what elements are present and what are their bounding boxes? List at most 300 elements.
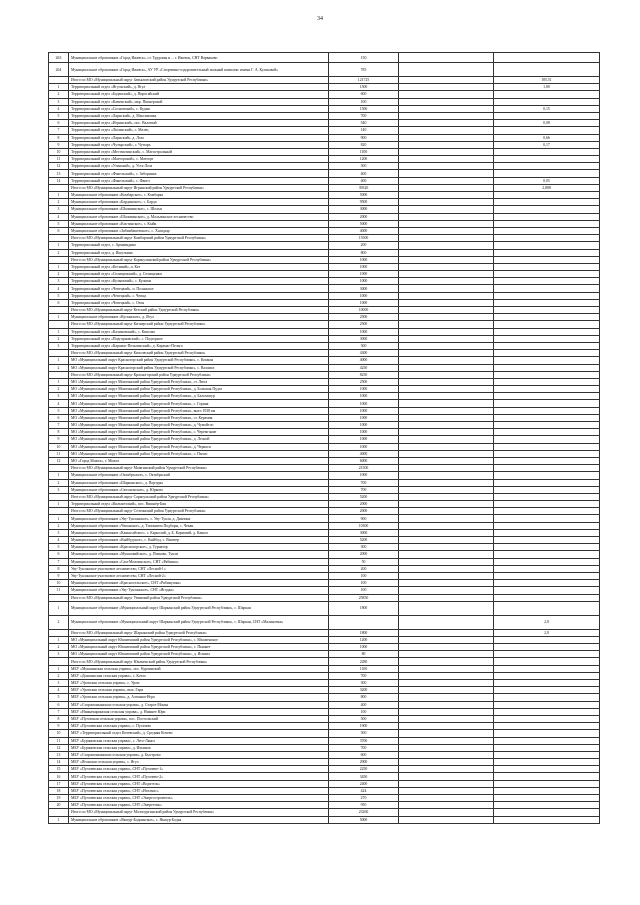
row-name-cell: Территориальный отдел «Сосновский», с. Кудык — [69, 105, 329, 112]
row-name-cell: Муниципальное образование «Шальвинское», д. Мальлинское лесничество — [69, 213, 329, 220]
row-area-cell — [494, 587, 600, 594]
table-row — [49, 98, 600, 105]
row-number-cell: 14 — [49, 759, 69, 766]
row-area-cell — [494, 665, 600, 672]
row-value-cell: 3200 — [329, 687, 399, 694]
row-value-cell: 1000 — [329, 256, 399, 263]
row-value-cell: 1000 — [329, 328, 399, 335]
row-extra-cell — [399, 285, 494, 292]
row-value-cell: 9500 — [329, 199, 399, 206]
row-value-cell: 3450 — [329, 773, 399, 780]
row-name-cell: Итого по МО «Муниципальный округ Селтинский район Удмуртской Республики» — [69, 508, 329, 515]
row-value-cell: 1100 — [329, 148, 399, 155]
row-number-cell: 18 — [49, 787, 69, 794]
row-name-cell: Уву-Тукланское участковое лесничество, СНТ «Лесной-2» — [69, 572, 329, 579]
row-value-cell: 3000 — [329, 335, 399, 342]
row-area-cell — [494, 112, 600, 119]
table-row — [49, 501, 600, 508]
row-extra-cell — [399, 551, 494, 558]
table-total-row — [49, 809, 600, 816]
row-area-cell — [494, 737, 600, 744]
row-number-cell: 2 — [49, 364, 69, 371]
row-number-cell — [49, 77, 69, 84]
table-row — [49, 328, 600, 335]
table-row — [49, 472, 600, 479]
row-extra-cell — [399, 658, 494, 665]
row-extra-cell — [399, 572, 494, 579]
table-row — [49, 665, 600, 672]
row-area-cell — [494, 766, 600, 773]
row-extra-cell — [399, 457, 494, 464]
row-name-cell: Муниципальное образование «Муниципальный округ Шарканский район Удмуртской Республики», с. Шаркан, СНТ «Малиновка» — [69, 615, 329, 629]
row-extra-cell — [399, 795, 494, 802]
row-extra-cell — [399, 307, 494, 314]
table-row — [49, 759, 600, 766]
row-value-cell: 300 — [329, 680, 399, 687]
row-number-cell: 3 — [49, 206, 69, 213]
row-name-cell: МБУ «Пугачевская сельская управа», СНТ «Энергетик» — [69, 802, 329, 809]
row-number-cell: 3 — [49, 486, 69, 493]
row-extra-cell — [399, 479, 494, 486]
row-value-cell: 5200 — [329, 493, 399, 500]
row-value-cell: 39320 — [329, 184, 399, 191]
row-extra-cell — [399, 651, 494, 658]
row-area-cell — [494, 636, 600, 643]
row-extra-cell — [399, 802, 494, 809]
row-extra-cell — [399, 730, 494, 737]
row-name-cell: Территориальный отдел «Ягульский», д. Ягул — [69, 84, 329, 91]
row-name-cell: Итого по МО «Муниципальный округ Киясовский район Удмуртской Республики» — [69, 350, 329, 357]
row-area-cell — [494, 672, 600, 679]
row-name-cell: Территориальный отдел «Чепецкий», с. Озон — [69, 299, 329, 306]
row-number-cell: 11 — [49, 156, 69, 163]
row-number-cell: 1 — [49, 665, 69, 672]
row-value-cell: 700 — [329, 112, 399, 119]
row-name-cell: Итого по МО «Муниципальный округ Кезский район Удмуртской Республики» — [69, 307, 329, 314]
row-value-cell: 2000 — [329, 508, 399, 515]
row-number-cell: 7 — [49, 708, 69, 715]
table-row — [49, 249, 600, 256]
row-area-cell — [494, 249, 600, 256]
table-row — [49, 715, 600, 722]
table-row — [49, 701, 600, 708]
row-value-cell: 1000 — [329, 436, 399, 443]
table-row — [49, 744, 600, 751]
row-value-cell: 1200 — [329, 156, 399, 163]
row-name-cell: Территориальный отдел «Ларнский», д. Максимовка — [69, 112, 329, 119]
row-number-cell: 17 — [49, 780, 69, 787]
row-value-cell: 1000 — [329, 429, 399, 436]
row-number-cell: 5 — [49, 292, 69, 299]
row-name-cell: Муниципальное образование «Зябинбашевское», с. Хальдыр — [69, 227, 329, 234]
table-row — [49, 414, 600, 421]
row-extra-cell — [399, 299, 494, 306]
row-extra-cell — [399, 672, 494, 679]
table-row — [49, 802, 600, 809]
row-area-cell — [494, 787, 600, 794]
table-row — [49, 457, 600, 464]
row-extra-cell — [399, 486, 494, 493]
row-extra-cell — [399, 594, 494, 601]
row-number-cell: 2 — [49, 249, 69, 256]
row-area-cell: 1,80 — [494, 84, 600, 91]
row-area-cell — [494, 795, 600, 802]
row-area-cell — [494, 558, 600, 565]
row-number-cell: 15 — [49, 766, 69, 773]
row-area-cell: 0,66 — [494, 134, 600, 141]
row-value-cell: 300 — [329, 544, 399, 551]
row-extra-cell — [399, 342, 494, 349]
row-area-cell — [494, 235, 600, 242]
row-value-cell: 1000 — [329, 299, 399, 306]
table-row — [49, 687, 600, 694]
row-number-cell: 264 — [49, 63, 69, 77]
row-name-cell: МО «Муниципальный округ Красногорский район Удмуртской Республики», с. Кокман — [69, 357, 329, 364]
table-total-row — [49, 307, 600, 314]
row-area-cell — [494, 465, 600, 472]
row-number-cell — [49, 307, 69, 314]
table-row — [49, 227, 600, 234]
table-row — [49, 386, 600, 393]
table-row — [49, 148, 600, 155]
row-extra-cell — [399, 544, 494, 551]
row-extra-cell — [399, 501, 494, 508]
row-extra-cell — [399, 112, 494, 119]
row-extra-cell — [399, 184, 494, 191]
row-value-cell: 600 — [329, 91, 399, 98]
row-number-cell: 3 — [49, 393, 69, 400]
row-name-cell: Территориальный отдел, д. Ишуткина — [69, 249, 329, 256]
row-number-cell — [49, 321, 69, 328]
row-extra-cell — [399, 636, 494, 643]
table-total-row — [49, 508, 600, 515]
row-area-cell — [494, 694, 600, 701]
row-value-cell: 21500 — [329, 465, 399, 472]
row-value-cell: 1000 — [329, 292, 399, 299]
row-extra-cell — [399, 429, 494, 436]
row-extra-cell — [399, 256, 494, 263]
row-name-cell: Муниципальное образование «Сюгаильское», д. Юрково — [69, 486, 329, 493]
row-name-cell: Территориальный отдел «Лисинский», с. Мазец — [69, 127, 329, 134]
row-value-cell: 140 — [329, 127, 399, 134]
row-extra-cell — [399, 443, 494, 450]
row-name-cell: Итого по МО «Муниципальный округ Красногорский район Удмуртской Республики» — [69, 371, 329, 378]
row-area-cell: 185,51 — [494, 77, 600, 84]
row-name-cell: Территориальный отдел «Кильмезский», пос. Вишнёр-Бия — [69, 501, 329, 508]
row-name-cell: Муниципальное образование «Уву-Тукланское», СНТ «Ягодка» — [69, 587, 329, 594]
table-row — [49, 479, 600, 486]
row-name-cell: МБУ «Уровская сельская управа», вых. Гари — [69, 687, 329, 694]
table-total-row — [49, 594, 600, 601]
row-name-cell: Муниципальное образование «Красносельское», СНТ «Рябинушка» — [69, 580, 329, 587]
row-area-cell — [494, 335, 600, 342]
row-area-cell — [494, 486, 600, 493]
row-area-cell — [494, 321, 600, 328]
table-row — [49, 393, 600, 400]
row-value-cell: 1000 — [329, 278, 399, 285]
row-number-cell — [49, 235, 69, 242]
row-number-cell: 6 — [49, 414, 69, 421]
row-value-cell: 500 — [329, 715, 399, 722]
table-row — [49, 292, 600, 299]
row-value-cell: 6000 — [329, 457, 399, 464]
row-extra-cell — [399, 407, 494, 414]
row-number-cell — [49, 465, 69, 472]
row-number-cell: 6 — [49, 701, 69, 708]
row-number-cell: 4 — [49, 213, 69, 220]
row-extra-cell — [399, 587, 494, 594]
row-area-cell — [494, 127, 600, 134]
row-value-cell: 2280 — [329, 658, 399, 665]
row-area-cell — [494, 457, 600, 464]
row-area-cell — [494, 493, 600, 500]
row-number-cell: 2 — [49, 615, 69, 629]
row-name-cell: Итого по МО «Муниципальный округ Малопургинский район Удмуртской Республики» — [69, 809, 329, 816]
row-value-cell: 5000 — [329, 192, 399, 199]
row-extra-cell — [399, 816, 494, 823]
table-row — [49, 342, 600, 349]
table-row — [49, 522, 600, 529]
row-area-cell — [494, 263, 600, 270]
row-value-cell: 100 — [329, 587, 399, 594]
row-value-cell: 540 — [329, 120, 399, 127]
row-name-cell: Муниципальное образование «Город Ижевск», АУ УР «Спортивно-оздоровительный лыжный комплекс имени Г. А. Кулаковой» — [69, 63, 329, 77]
row-value-cell: 2500 — [329, 314, 399, 321]
row-value-cell: 1000 — [329, 393, 399, 400]
row-area-cell — [494, 292, 600, 299]
row-name-cell: Территориальный отдел «Кесниий», п. Кез — [69, 263, 329, 270]
table-row — [49, 422, 600, 429]
row-name-cell: Муниципальное образование «Октябрьское», с. Октябрьский — [69, 472, 329, 479]
row-area-cell — [494, 98, 600, 105]
row-number-cell: 10 — [49, 148, 69, 155]
row-name-cell: МБУ «Яганская сельская управа», с. Ягул — [69, 759, 329, 766]
row-area-cell — [494, 393, 600, 400]
row-value-cell: 600 — [329, 751, 399, 758]
row-name-cell: Итого по МО «Муниципальный округ Каракулинский район Удмуртской Республики» — [69, 256, 329, 263]
row-number-cell: 10 — [49, 443, 69, 450]
row-area-cell — [494, 213, 600, 220]
row-area-cell — [494, 206, 600, 213]
table-row — [49, 429, 600, 436]
row-area-cell — [494, 429, 600, 436]
row-value-cell: 1000 — [329, 644, 399, 651]
row-value-cell: 10000 — [329, 307, 399, 314]
row-extra-cell — [399, 580, 494, 587]
table-row — [49, 694, 600, 701]
row-number-cell: 1 — [49, 816, 69, 823]
row-extra-cell — [399, 601, 494, 615]
table-row — [49, 580, 600, 587]
row-number-cell: 3 — [49, 529, 69, 536]
row-name-cell: Территориальный отдел, с. Армаиндино — [69, 242, 329, 249]
table-row — [49, 271, 600, 278]
row-area-cell — [494, 773, 600, 780]
row-name-cell: МБУ «Бурановская сельская управа», д. Ильинок — [69, 744, 329, 751]
row-extra-cell — [399, 414, 494, 421]
row-value-cell: 300 — [329, 163, 399, 170]
row-extra-cell — [399, 708, 494, 715]
row-area-cell — [494, 580, 600, 587]
row-number-cell — [49, 256, 69, 263]
row-extra-cell — [399, 141, 494, 148]
row-value-cell: 424 — [329, 787, 399, 794]
row-name-cell: МБУ «Нижнекаринская сельская управа», д. Нижнее Юри — [69, 708, 329, 715]
row-name-cell: Территориальный отдел «Селищенский», д. Селищенки — [69, 271, 329, 278]
row-extra-cell — [399, 701, 494, 708]
row-name-cell: Муниципальное образование «Уву-Тукланское», с. Уву-Тукля, д. Динзина — [69, 515, 329, 522]
table-row — [49, 615, 600, 629]
row-number-cell: 6 — [49, 299, 69, 306]
table-row — [49, 120, 600, 127]
row-extra-cell — [399, 436, 494, 443]
row-value-cell: 121725 — [329, 77, 399, 84]
table-row — [49, 436, 600, 443]
row-area-cell — [494, 544, 600, 551]
row-area-cell — [494, 307, 600, 314]
table-row — [49, 285, 600, 292]
row-number-cell: 5 — [49, 220, 69, 227]
row-area-cell — [494, 400, 600, 407]
row-area-cell — [494, 91, 600, 98]
row-value-cell: 1500 — [329, 84, 399, 91]
row-name-cell: Территориальный отдел «Карамас-Пельгинский», д. Карамас-Пельга — [69, 342, 329, 349]
row-number-cell: 1 — [49, 314, 69, 321]
table-total-row — [49, 321, 600, 328]
table-total-row — [49, 465, 600, 472]
row-name-cell: Муниципальное образование «Кусынское», д. Ягул — [69, 314, 329, 321]
table-row — [49, 636, 600, 643]
row-name-cell: МБУ «Пугачевская сельская управа», с. Пугачево — [69, 723, 329, 730]
row-name-cell: Муниципальное образование «Бардинское», с. Барда — [69, 199, 329, 206]
row-name-cell: МБУ «Пугачевская сельская управа», СНТ «Энергостроитель» — [69, 795, 329, 802]
row-name-cell: МО «Муниципальный округ Можгинский район Удмуртской Республики», с. Пычас — [69, 450, 329, 457]
row-value-cell: 5200 — [329, 537, 399, 544]
row-value-cell: 2400 — [329, 780, 399, 787]
row-area-cell — [494, 357, 600, 364]
table-row — [49, 644, 600, 651]
row-number-cell: 2 — [49, 199, 69, 206]
row-value-cell: 700 — [329, 672, 399, 679]
row-name-cell: Муниципальное образование «Якшур-Бодьинское», с. Якшур-Бодья — [69, 816, 329, 823]
row-value-cell: 1200 — [329, 636, 399, 643]
row-area-cell — [494, 551, 600, 558]
row-number-cell: 3 — [49, 680, 69, 687]
row-number-cell: 2 — [49, 271, 69, 278]
row-area-cell — [494, 515, 600, 522]
row-name-cell: Территориальный отдел «Местинтинский», с. Магистральный — [69, 148, 329, 155]
row-extra-cell — [399, 235, 494, 242]
row-extra-cell — [399, 787, 494, 794]
table-row — [49, 558, 600, 565]
row-name-cell: Муниципальное образование «Кистинское», с. Кыйк — [69, 220, 329, 227]
row-area-cell — [494, 594, 600, 601]
row-area-cell — [494, 450, 600, 457]
row-extra-cell — [399, 163, 494, 170]
row-number-cell: 1 — [49, 192, 69, 199]
table-total-row — [49, 371, 600, 378]
row-area-cell — [494, 751, 600, 758]
row-area-cell — [494, 371, 600, 378]
row-number-cell: 9 — [49, 723, 69, 730]
row-extra-cell — [399, 156, 494, 163]
table-row — [49, 551, 600, 558]
table-row — [49, 170, 600, 177]
row-value-cell: 1000 — [329, 407, 399, 414]
row-number-cell: 11 — [49, 737, 69, 744]
row-extra-cell — [399, 472, 494, 479]
row-number-cell: 1 — [49, 501, 69, 508]
table-total-row — [49, 629, 600, 636]
row-number-cell — [49, 629, 69, 636]
row-value-cell: 1000 — [329, 386, 399, 393]
row-number-cell — [49, 493, 69, 500]
row-name-cell: Территориальный отдел «Чепецкий», с. Чепца — [69, 292, 329, 299]
table-row — [49, 192, 600, 199]
row-extra-cell — [399, 278, 494, 285]
row-extra-cell — [399, 773, 494, 780]
row-extra-cell — [399, 213, 494, 220]
table-row — [49, 486, 600, 493]
row-value-cell: 2000 — [329, 213, 399, 220]
row-number-cell: 2 — [49, 522, 69, 529]
row-area-cell — [494, 192, 600, 199]
row-name-cell: МБУ «Мукшинская сельская управа», пос. Курчинский — [69, 665, 329, 672]
row-extra-cell — [399, 364, 494, 371]
row-area-cell — [494, 148, 600, 155]
row-area-cell — [494, 199, 600, 206]
row-extra-cell — [399, 450, 494, 457]
row-area-cell — [494, 780, 600, 787]
row-number-cell: 11 — [49, 587, 69, 594]
row-area-cell — [494, 436, 600, 443]
row-number-cell: 5 — [49, 544, 69, 551]
row-number-cell: 20 — [49, 802, 69, 809]
row-value-cell: 1000 — [329, 271, 399, 278]
table-row — [49, 105, 600, 112]
row-extra-cell — [399, 766, 494, 773]
table-row — [49, 651, 600, 658]
table-total-row — [49, 493, 600, 500]
row-value-cell: 4000 — [329, 450, 399, 457]
table-row — [49, 220, 600, 227]
row-area-cell: 2,8 — [494, 629, 600, 636]
row-value-cell: 700 — [329, 744, 399, 751]
table-row — [49, 335, 600, 342]
row-number-cell: 13 — [49, 170, 69, 177]
row-name-cell: Территориальный отдел «Калиновский», с. Киясово — [69, 328, 329, 335]
row-number-cell: 11 — [49, 450, 69, 457]
row-name-cell: МО «Муниципальный округ Юкаменский район Удмуртской Республики», с. Юкаменское — [69, 636, 329, 643]
row-name-cell: МБУ «Пугачевская сельская управа», СНТ «Италмас» — [69, 787, 329, 794]
table-row — [49, 601, 600, 615]
row-area-cell — [494, 386, 600, 393]
row-extra-cell — [399, 759, 494, 766]
row-area-cell — [494, 53, 600, 63]
row-value-cell: 1000 — [329, 414, 399, 421]
row-area-cell — [494, 572, 600, 579]
row-value-cell: 900 — [329, 134, 399, 141]
row-extra-cell — [399, 522, 494, 529]
row-extra-cell — [399, 335, 494, 342]
table-row — [49, 529, 600, 536]
row-name-cell: Муниципальное образование «Мушковайское», д. Пзиково, Тукли — [69, 551, 329, 558]
row-value-cell: 80 — [329, 651, 399, 658]
table-row — [49, 400, 600, 407]
row-extra-cell — [399, 687, 494, 694]
row-name-cell: МО «Муниципальный округ Юкаменский район Удмуртской Республики», д. Исмаил — [69, 651, 329, 658]
row-name-cell: Муниципальное образование «Комбарское», с. Комбарка — [69, 192, 329, 199]
